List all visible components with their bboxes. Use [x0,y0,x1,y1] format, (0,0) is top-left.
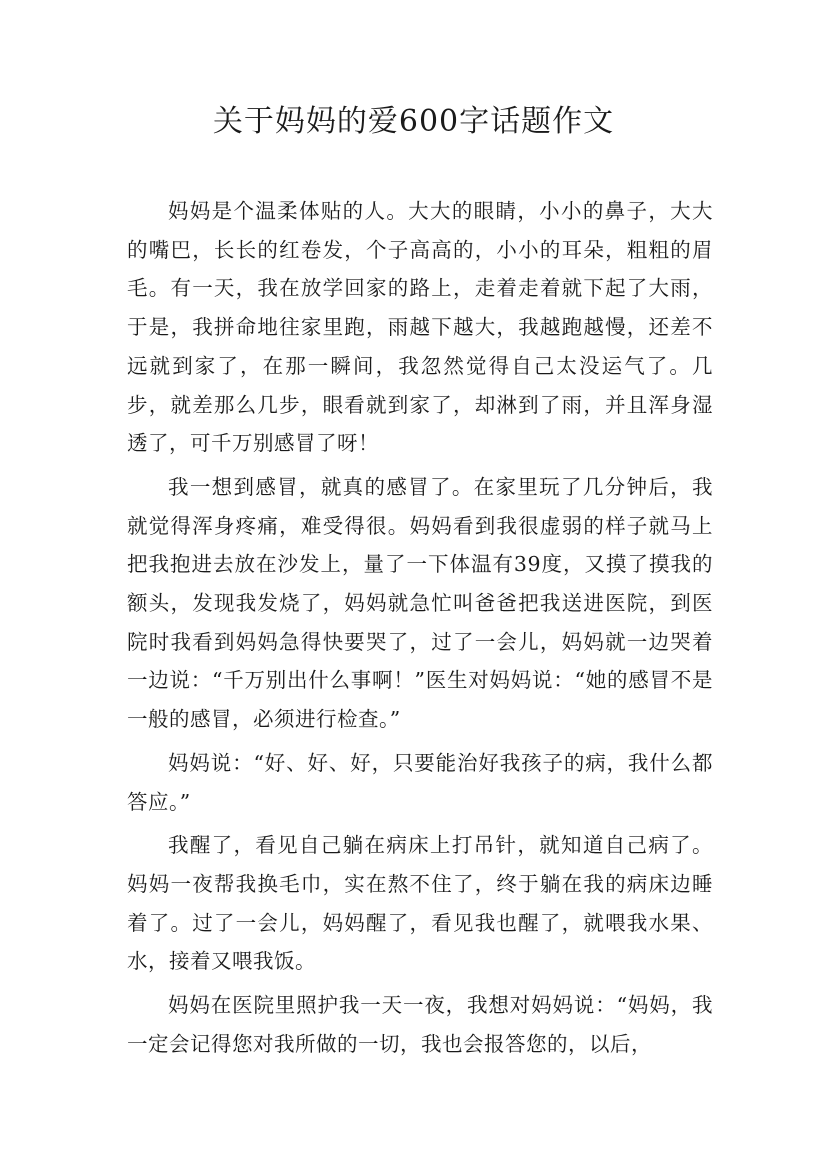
paragraph: 我醒了，看见自己躺在病床上打吊针，就知道自己病了。妈妈一夜帮我换毛巾，实在熬不住了，终于躺在我的病床边睡着了。过了一会儿，妈妈醒了，看见我也醒了，就喂我水果、水，接着又喂我饭。 [127,833,713,974]
paragraph: 妈妈是个温柔体贴的人。大大的眼睛，小小的鼻子，大大的嘴巴，长长的红卷发，个子高高的，小小的耳朵，粗粗的眉毛。有一天，我在放学回家的路上，走着走着就下起了大雨，于是，我拼命地往家里跑，雨越下越大，我越跑越慢，还差不远就到家了，在那一瞬间，我忽然觉得自己太没运气了。几步，就差那么几步，眼看就到家了，却淋到了雨，并且浑身湿透了，可千万别感冒了呀！ [127,199,713,456]
paragraph: 我一想到感冒，就真的感冒了。在家里玩了几分钟后，我就觉得浑身疼痛，难受得很。妈妈看到我很虚弱的样子就马上把我抱进去放在沙发上，量了一下体温有39度，又摸了摸我的额头，发现我发烧了，妈妈就急忙叫爸爸把我送进医院，到医院时我看到妈妈急得快要哭了，过了一会儿，妈妈就一边哭着一边说：“千万别出什么事啊！”医生对妈妈说：“她的感冒不是一般的感冒，必须进行检查。” [127,474,713,732]
document-body [127,192,713,1068]
document-title: 关于妈妈的爱600字话题作文 [212,104,615,139]
paragraph: 妈妈说：“好、好、好，只要能治好我孩子的病，我什么都答应。” [127,750,713,814]
paragraph: 妈妈在医院里照护我一天一夜，我想对妈妈说：“妈妈，我一定会记得您对我所做的一切，我也会报答您的，以后， [127,993,713,1056]
